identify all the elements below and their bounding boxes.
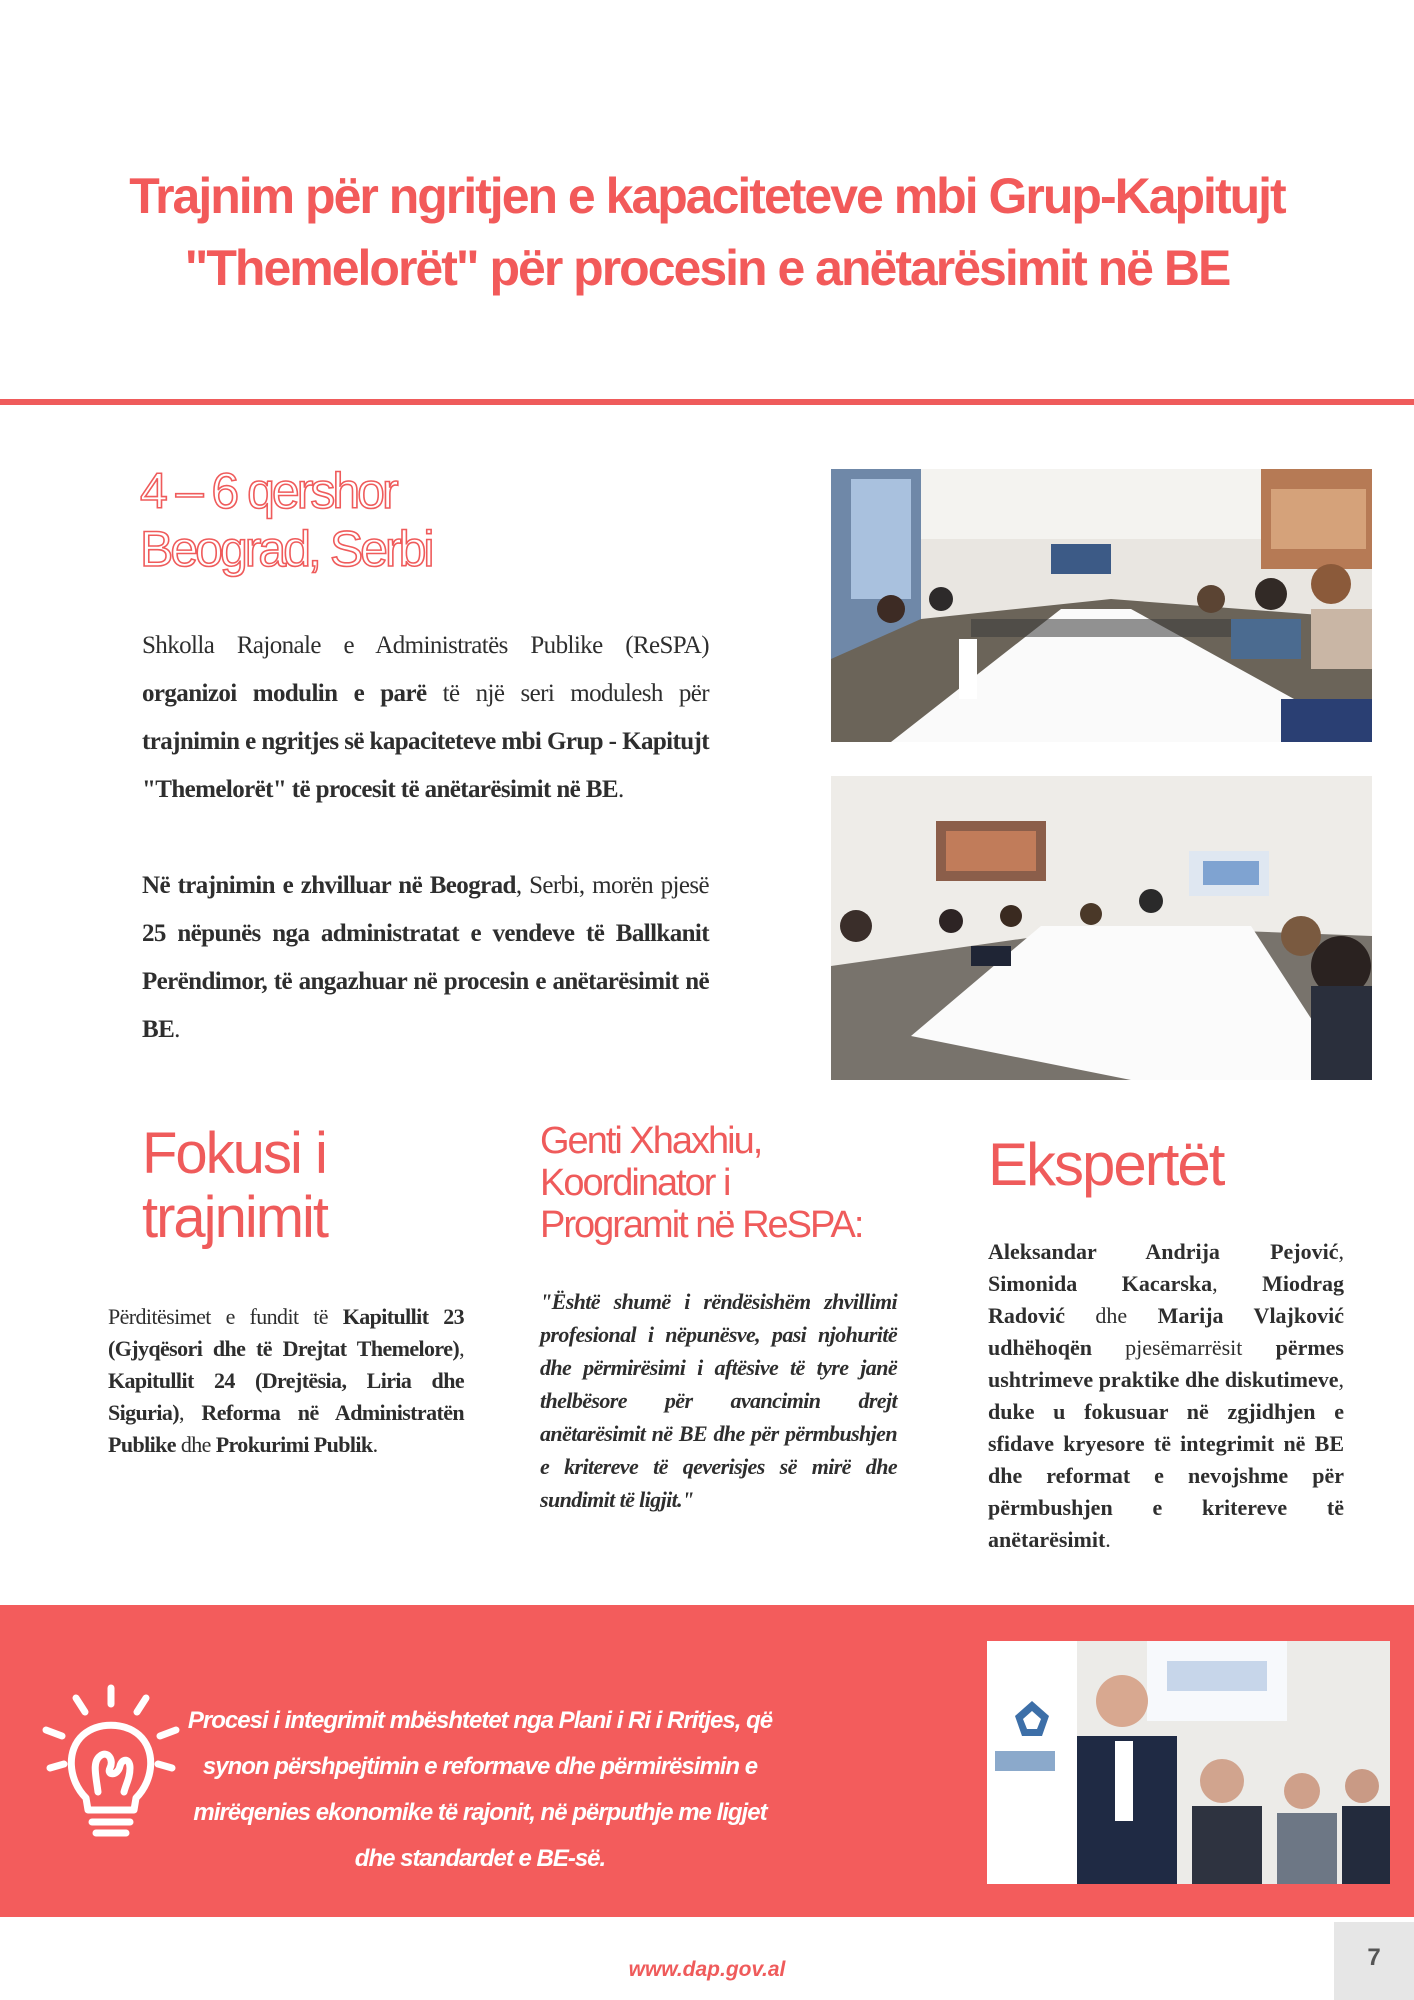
intro-bold: 25 nëpunës nga administratat e vendeve të Ballkanit Perëndimor, të angazhuar në procesin e anëtarësimit në BE <box>142 920 709 1043</box>
intro-paragraph-1 <box>142 622 709 814</box>
intro-bold: trajnimin e ngritjes së kapaciteteve mbi Grup - Kapitujt "Themelorët" të procesit të anëtarësimit në BE <box>142 728 709 803</box>
training-photo-2 <box>831 776 1372 1080</box>
quote-text: "Është shumë i rëndësishëm zhvillimi profesional i nëpunësve, pasi njohuritë dhe përmirësimi i aftësive të tyre janë thelbësore për avancimin drejt anëtarësimit në BE dhe për përmbushjen e kritereve të qeverisjes së mirë dhe sundimit të ligjit." <box>540 1289 897 1512</box>
event-location: Beograd, Serbi <box>140 521 432 577</box>
experts-body <box>988 1236 1344 1556</box>
quote-heading <box>540 1120 862 1246</box>
focus-text: , <box>179 1400 202 1425</box>
footer-url[interactable]: www.dap.gov.al <box>628 1958 786 1981</box>
intro-text: . <box>174 1016 180 1043</box>
experts-bold: përmes ushtrimeve praktike dhe diskutimeve <box>988 1335 1344 1392</box>
focus-heading-line: trajnimit <box>142 1185 328 1250</box>
quote-heading-line: Programit në ReSPA: <box>540 1204 863 1246</box>
focus-text: , <box>459 1336 464 1361</box>
page-number: 7 <box>1367 1944 1381 1971</box>
experts-bold: Aleksandar Andrija Pejović <box>988 1239 1339 1264</box>
experts-bold: Marija Vlajković udhëhoqën <box>988 1303 1344 1360</box>
experts-bold: duke u fokusuar në zgjidhjen e sfidave kryesore të integrimit në BE dhe reformat e nevojshme për përmbushjen e kritereve të anëtarësimit <box>988 1399 1344 1552</box>
page-title <box>40 160 1374 304</box>
intro-bold: Në trajnimin e zhvilluar në Beograd <box>142 872 516 899</box>
training-photo-1 <box>831 469 1372 742</box>
focus-text: dhe <box>175 1432 216 1457</box>
intro-text: Shkolla Rajonale e Administratës Publike (ReSPA) <box>142 632 709 659</box>
lightbulb-icon <box>38 1680 184 1840</box>
focus-heading-line: Fokusi i <box>142 1121 326 1186</box>
focus-text: Përditësimet e fundit të <box>108 1304 343 1329</box>
banner-text: Procesi i integrimit mbështetet nga Plani i Ri i Rritjes, që synon përshpejtimin e reformave dhe përmirësimin e mirëqenies ekonomike të rajonit, në përputhje me ligjet dhe standardet e BE-së. <box>187 1707 773 1872</box>
quote-heading-line: Genti Xhaxhiu, <box>540 1120 762 1162</box>
experts-text: , <box>1212 1271 1263 1296</box>
experts-heading: Ekspertët <box>988 1131 1224 1198</box>
experts-text: dhe <box>1065 1303 1158 1328</box>
speaker-photo <box>987 1641 1390 1884</box>
title-line-2: "Themelorët" për procesin e anëtarësimit në BE <box>184 240 1230 296</box>
focus-bold: Prokurimi Publik <box>215 1432 373 1457</box>
quote-heading-line: Koordinator i <box>540 1162 730 1204</box>
intro-text: . <box>617 776 624 803</box>
title-line-1: Trajnim për ngritjen e kapaciteteve mbi Grup-Kapitujt <box>129 168 1285 224</box>
intro-text: të një seri modulesh për <box>426 680 709 707</box>
intro-bold: organizoi modulin e parë <box>142 680 427 707</box>
focus-heading <box>142 1122 327 1250</box>
event-date: 4 – 6 qershor <box>140 463 396 519</box>
focus-body <box>108 1301 464 1461</box>
experts-bold: Simonida Kacarska <box>988 1271 1213 1296</box>
focus-bold: Kapitullit 24 (Drejtësia, Liria dhe Siguria) <box>108 1368 464 1425</box>
experts-text: , <box>1338 1239 1344 1264</box>
focus-bold: Kapitullit 23 (Gjyqësori dhe të Drejtat Themelore) <box>108 1304 465 1361</box>
title-divider <box>0 399 1414 405</box>
event-date-location <box>140 462 432 578</box>
intro-text: , Serbi, morën pjesë <box>515 872 709 899</box>
experts-text: , <box>1338 1367 1344 1392</box>
focus-text: . <box>372 1432 378 1457</box>
experts-bold: Miodrag Radović <box>988 1271 1344 1328</box>
experts-text: pjesëmarrësit <box>1091 1335 1276 1360</box>
focus-bold: Reforma në Administratën Publike <box>108 1400 464 1457</box>
experts-text: . <box>1105 1527 1111 1552</box>
intro-paragraph-2 <box>142 862 709 1054</box>
